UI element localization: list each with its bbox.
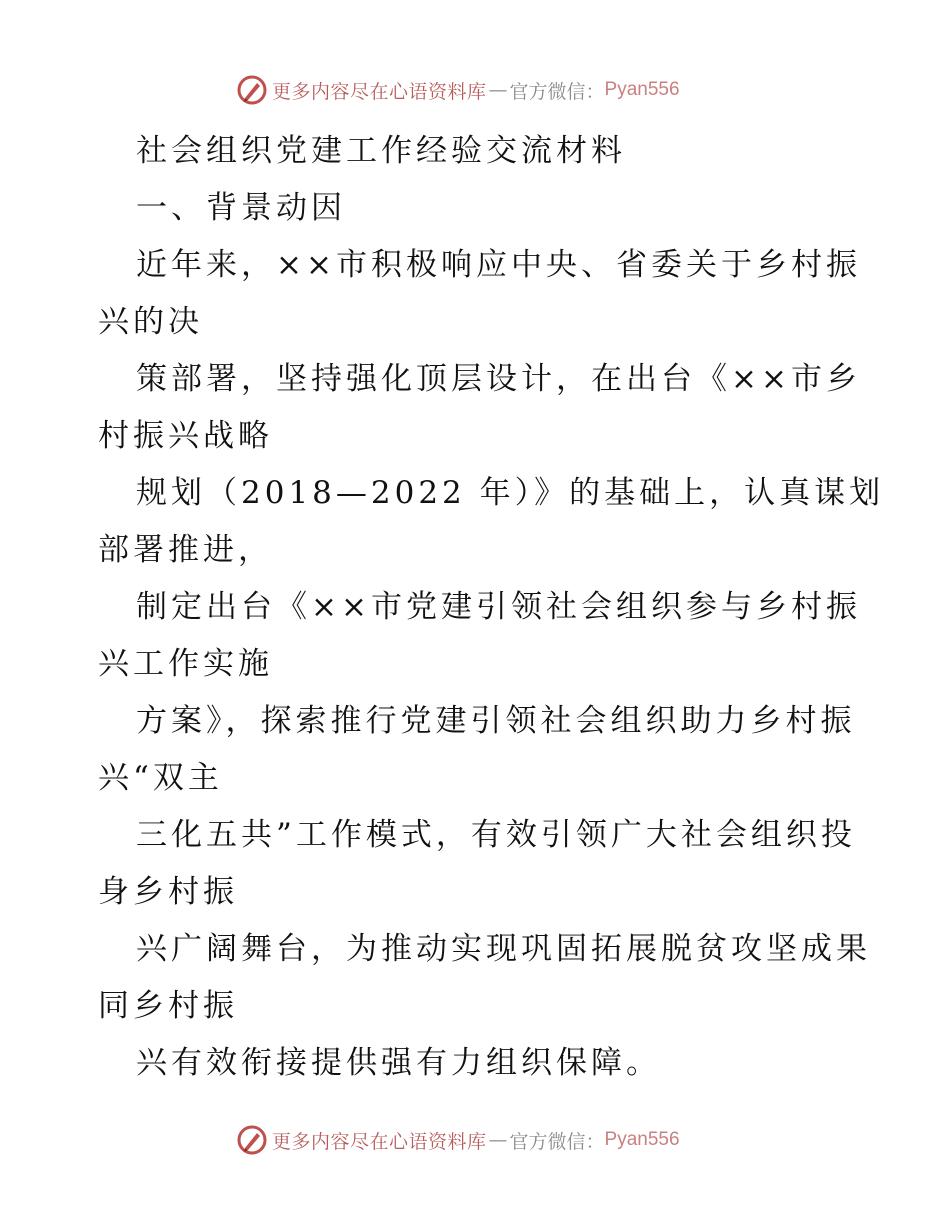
paragraph-line: 同乡村振 bbox=[98, 988, 238, 1024]
document-body bbox=[98, 123, 885, 1092]
watermark-wechat-label: 官方微信： bbox=[509, 1130, 605, 1153]
watermark-site-text: 更多内容尽在心语资料库 bbox=[272, 80, 487, 103]
document-title: 社会组织党建工作经验交流材料 bbox=[136, 133, 626, 169]
paragraph-line: 规划（2018—2022 年）》的基础上，认真谋划 bbox=[136, 475, 885, 511]
paragraph-line: 部署推进， bbox=[98, 532, 273, 568]
paragraph-line: 兴“双主 bbox=[98, 760, 223, 796]
watermark-separator: — bbox=[488, 79, 508, 101]
paragraph-line: 方案》，探索推行党建引领社会组织助力乡村振 bbox=[136, 703, 856, 739]
watermark-wechat-label: 官方微信： bbox=[509, 80, 605, 103]
watermark-wechat-id: Pyan556 bbox=[604, 1129, 680, 1150]
paragraph-line: 兴广阔舞台，为推动实现巩固拓展脱贫攻坚成果 bbox=[136, 931, 871, 967]
paragraph-line: 兴的决 bbox=[98, 304, 203, 340]
watermark-separator: — bbox=[488, 1129, 508, 1151]
pen-logo-icon bbox=[236, 74, 268, 106]
section-heading: 一、背景动因 bbox=[136, 190, 346, 226]
paragraph-line: 兴有效衔接提供强有力组织保障。 bbox=[136, 1045, 661, 1081]
paragraph-line: 村振兴战略 bbox=[98, 418, 273, 454]
paragraph-line: 兴工作实施 bbox=[98, 646, 273, 682]
paragraph-line: 三化五共”工作模式，有效引领广大社会组织投 bbox=[136, 817, 856, 853]
header-watermark bbox=[236, 73, 680, 107]
paragraph-line: 制定出台《××市党建引领社会组织参与乡村振 bbox=[136, 589, 861, 625]
watermark-wechat-id: Pyan556 bbox=[604, 79, 680, 100]
pen-logo-icon bbox=[236, 1124, 268, 1156]
watermark-site-text: 更多内容尽在心语资料库 bbox=[272, 1130, 487, 1153]
paragraph-line: 近年来，××市积极响应中央、省委关于乡村振 bbox=[136, 247, 861, 283]
paragraph-line: 策部署，坚持强化顶层设计，在出台《××市乡 bbox=[136, 361, 861, 397]
footer-watermark bbox=[236, 1123, 680, 1157]
paragraph-line: 身乡村振 bbox=[98, 874, 238, 910]
